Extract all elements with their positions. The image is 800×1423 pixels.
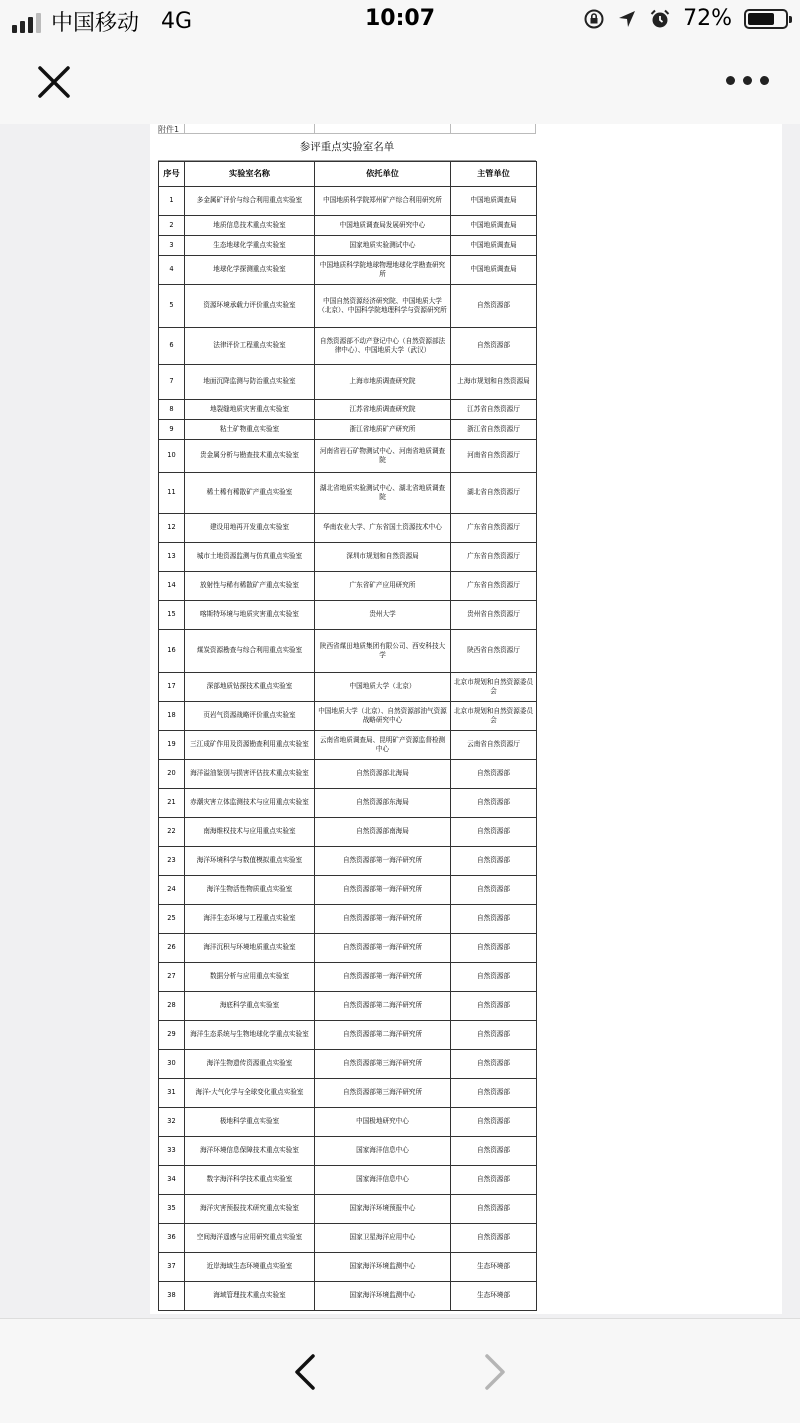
row-index: 30 <box>159 1050 185 1079</box>
row-index: 32 <box>159 1108 185 1137</box>
row-index: 25 <box>159 905 185 934</box>
supervising-unit: 自然资源部 <box>451 847 537 876</box>
row-index: 36 <box>159 1224 185 1253</box>
supervising-unit: 北京市规划和自然资源委员会 <box>451 673 537 702</box>
supervising-unit: 自然资源部 <box>451 934 537 963</box>
table-row <box>159 992 537 1021</box>
host-unit: 陕西省煤田地质集团有限公司、西安科技大学 <box>315 630 451 673</box>
host-unit: 国家海洋环境监测中心 <box>315 1253 451 1282</box>
host-unit: 上海市地质调查研究院 <box>315 365 451 400</box>
supervising-unit: 自然资源部 <box>451 1021 537 1050</box>
supervising-unit: 上海市规划和自然资源局 <box>451 365 537 400</box>
host-unit: 中国地质大学（北京） <box>315 673 451 702</box>
supervising-unit: 河南省自然资源厅 <box>451 440 537 473</box>
supervising-unit: 自然资源部 <box>451 328 537 365</box>
row-index: 3 <box>159 236 185 256</box>
document-content <box>158 124 536 1311</box>
lab-name: 喀斯特环境与地质灾害重点实验室 <box>185 601 315 630</box>
lab-name: 贵金属分析与勘查技术重点实验室 <box>185 440 315 473</box>
table-row <box>159 572 537 601</box>
supervising-unit: 中国地质调查局 <box>451 216 537 236</box>
host-unit: 中国地质调查局发展研究中心 <box>315 216 451 236</box>
supervising-unit: 自然资源部 <box>451 1050 537 1079</box>
host-unit: 自然资源部东海局 <box>315 789 451 818</box>
lab-name: 数字海洋科学技术重点实验室 <box>185 1166 315 1195</box>
supervising-unit: 北京市规划和自然资源委员会 <box>451 702 537 731</box>
back-button[interactable] <box>292 1353 318 1391</box>
host-unit: 国家海洋环境预报中心 <box>315 1195 451 1224</box>
supervising-unit: 湖北省自然资源厅 <box>451 473 537 514</box>
more-icon <box>726 76 735 85</box>
supervising-unit: 广东省自然资源厅 <box>451 543 537 572</box>
supervising-unit: 中国地质调查局 <box>451 187 537 216</box>
host-unit: 贵州大学 <box>315 601 451 630</box>
host-unit: 中国地质科学院郑州矿产综合利用研究所 <box>315 187 451 216</box>
table-row <box>159 1079 537 1108</box>
table-row <box>159 256 537 285</box>
row-index: 1 <box>159 187 185 216</box>
supervising-unit: 自然资源部 <box>451 963 537 992</box>
column-header: 主管单位 <box>451 162 537 187</box>
table-row <box>159 731 537 760</box>
host-unit: 广东省矿产应用研究所 <box>315 572 451 601</box>
row-index: 18 <box>159 702 185 731</box>
table-row <box>159 818 537 847</box>
supervising-unit: 自然资源部 <box>451 1137 537 1166</box>
supervising-unit: 中国地质调查局 <box>451 236 537 256</box>
supervising-unit: 自然资源部 <box>451 760 537 789</box>
lab-name: 法律评价工程重点实验室 <box>185 328 315 365</box>
lab-name: 海洋溢油鉴别与损害评估技术重点实验室 <box>185 760 315 789</box>
host-unit: 国家卫星海洋应用中心 <box>315 1224 451 1253</box>
row-index: 16 <box>159 630 185 673</box>
table-row <box>159 1050 537 1079</box>
lab-name: 建设用地再开发重点实验室 <box>185 514 315 543</box>
more-button[interactable] <box>726 70 770 90</box>
host-unit: 中国地质科学院地球物理地球化学勘查研究所 <box>315 256 451 285</box>
table-row <box>159 236 537 256</box>
row-index: 17 <box>159 673 185 702</box>
host-unit: 自然资源部南海局 <box>315 818 451 847</box>
row-index: 33 <box>159 1137 185 1166</box>
close-button[interactable] <box>34 62 74 102</box>
supervising-unit: 自然资源部 <box>451 1108 537 1137</box>
host-unit: 自然资源部第一海洋研究所 <box>315 847 451 876</box>
host-unit: 自然资源部第一海洋研究所 <box>315 876 451 905</box>
host-unit: 自然资源部不动产登记中心（自然资源部法律中心）、中国地质大学（武汉） <box>315 328 451 365</box>
row-index: 5 <box>159 285 185 328</box>
supervising-unit: 自然资源部 <box>451 285 537 328</box>
supervising-unit: 广东省自然资源厅 <box>451 572 537 601</box>
lab-name: 海洋-大气化学与全球变化重点实验室 <box>185 1079 315 1108</box>
row-index: 2 <box>159 216 185 236</box>
row-index: 4 <box>159 256 185 285</box>
network-type: 4G <box>161 9 193 34</box>
table-row <box>159 760 537 789</box>
supervising-unit: 自然资源部 <box>451 992 537 1021</box>
row-index: 28 <box>159 992 185 1021</box>
row-index: 6 <box>159 328 185 365</box>
row-index: 37 <box>159 1253 185 1282</box>
table-row <box>159 1195 537 1224</box>
row-index: 8 <box>159 400 185 420</box>
lab-name: 三江成矿作用及资源勘查利用重点实验室 <box>185 731 315 760</box>
supervising-unit: 中国地质调查局 <box>451 256 537 285</box>
host-unit: 自然资源部第一海洋研究所 <box>315 905 451 934</box>
supervising-unit: 自然资源部 <box>451 1195 537 1224</box>
forward-button[interactable] <box>482 1353 508 1391</box>
host-unit: 自然资源部北海局 <box>315 760 451 789</box>
table-row <box>159 876 537 905</box>
supervising-unit: 生态环境部 <box>451 1282 537 1311</box>
battery-icon <box>744 9 788 29</box>
table-row <box>159 1282 537 1311</box>
row-index: 31 <box>159 1079 185 1108</box>
column-header: 依托单位 <box>315 162 451 187</box>
host-unit: 中国自然资源经济研究院、中国地质大学（北京）、中国科学院地理科学与资源研究所 <box>315 285 451 328</box>
host-unit: 中国地质大学（北京）、自然资源部油气资源战略研究中心 <box>315 702 451 731</box>
table-row <box>159 601 537 630</box>
supervising-unit: 江苏省自然资源厅 <box>451 400 537 420</box>
lab-name: 极地科学重点实验室 <box>185 1108 315 1137</box>
table-row <box>159 673 537 702</box>
table-row <box>159 934 537 963</box>
lab-name: 数据分析与应用重点实验室 <box>185 963 315 992</box>
row-index: 34 <box>159 1166 185 1195</box>
lab-name: 煤炭资源勘查与综合利用重点实验室 <box>185 630 315 673</box>
supervising-unit: 自然资源部 <box>451 818 537 847</box>
table-row <box>159 400 537 420</box>
host-unit: 自然资源部第二海洋研究所 <box>315 1021 451 1050</box>
host-unit: 湖北省地质实验测试中心、湖北省地质调查院 <box>315 473 451 514</box>
host-unit: 深圳市规划和自然资源局 <box>315 543 451 572</box>
table-row <box>159 1253 537 1282</box>
bottom-toolbar <box>0 1318 800 1423</box>
lab-name: 南海维权技术与应用重点实验室 <box>185 818 315 847</box>
table-row <box>159 365 537 400</box>
host-unit: 自然资源部第一海洋研究所 <box>315 963 451 992</box>
table-row <box>159 630 537 673</box>
table-row <box>159 1021 537 1050</box>
host-unit: 云南省地质调查局、昆明矿产资源监督检测中心 <box>315 731 451 760</box>
lab-name: 空间海洋遥感与应用研究重点实验室 <box>185 1224 315 1253</box>
lab-list-table <box>158 161 537 1311</box>
supervising-unit: 生态环境部 <box>451 1253 537 1282</box>
battery-percent: 72% <box>683 6 732 31</box>
lab-name: 地质信息技术重点实验室 <box>185 216 315 236</box>
supervising-unit: 贵州省自然资源厅 <box>451 601 537 630</box>
close-icon <box>34 62 74 102</box>
table-row <box>159 187 537 216</box>
lab-name: 城市土地资源监测与仿真重点实验室 <box>185 543 315 572</box>
table-header-row <box>159 162 537 187</box>
supervising-unit: 浙江省自然资源厅 <box>451 420 537 440</box>
lab-name: 海洋灾害预报技术研究重点实验室 <box>185 1195 315 1224</box>
supervising-unit: 自然资源部 <box>451 789 537 818</box>
table-row <box>159 514 537 543</box>
row-index: 13 <box>159 543 185 572</box>
row-index: 7 <box>159 365 185 400</box>
rotation-lock-icon <box>583 8 605 30</box>
carrier-name: 中国移动 <box>51 11 140 36</box>
row-index: 27 <box>159 963 185 992</box>
host-unit: 自然资源部第三海洋研究所 <box>315 1050 451 1079</box>
supervising-unit: 自然资源部 <box>451 1224 537 1253</box>
row-index: 11 <box>159 473 185 514</box>
location-icon <box>617 9 637 29</box>
host-unit: 华南农业大学、广东省国土资源技术中心 <box>315 514 451 543</box>
chevron-left-icon <box>292 1353 318 1391</box>
alarm-icon <box>649 8 671 30</box>
row-index: 14 <box>159 572 185 601</box>
lab-name: 海洋环境信息保障技术重点实验室 <box>185 1137 315 1166</box>
row-index: 19 <box>159 731 185 760</box>
table-row <box>159 905 537 934</box>
lab-name: 深部地质钻探技术重点实验室 <box>185 673 315 702</box>
table-row <box>159 847 537 876</box>
status-bar <box>0 0 800 40</box>
lab-name: 海域管理技术重点实验室 <box>185 1282 315 1311</box>
table-row <box>159 1137 537 1166</box>
lab-name: 海洋生物遗传资源重点实验室 <box>185 1050 315 1079</box>
lab-name: 海洋生态系统与生物地球化学重点实验室 <box>185 1021 315 1050</box>
lab-name: 多金属矿评价与综合利用重点实验室 <box>185 187 315 216</box>
row-index: 23 <box>159 847 185 876</box>
table-row <box>159 285 537 328</box>
lab-name: 页岩气资源战略评价重点实验室 <box>185 702 315 731</box>
lab-name: 地面沉降监测与防治重点实验室 <box>185 365 315 400</box>
host-unit: 国家海洋环境监测中心 <box>315 1282 451 1311</box>
host-unit: 自然资源部第一海洋研究所 <box>315 934 451 963</box>
clock: 10:07 <box>364 6 436 31</box>
row-index: 22 <box>159 818 185 847</box>
table-row <box>159 1224 537 1253</box>
table-row <box>159 216 537 236</box>
lab-name: 生态地球化学重点实验室 <box>185 236 315 256</box>
table-row <box>159 473 537 514</box>
table-row <box>159 440 537 473</box>
supervising-unit: 云南省自然资源厅 <box>451 731 537 760</box>
row-index: 26 <box>159 934 185 963</box>
row-index: 10 <box>159 440 185 473</box>
lab-name: 地球化学探测重点实验室 <box>185 256 315 285</box>
row-index: 20 <box>159 760 185 789</box>
host-unit: 国家海洋信息中心 <box>315 1137 451 1166</box>
supervising-unit: 自然资源部 <box>451 905 537 934</box>
lab-name: 海底科学重点实验室 <box>185 992 315 1021</box>
host-unit: 中国极地研究中心 <box>315 1108 451 1137</box>
table-row <box>159 420 537 440</box>
table-row <box>159 1166 537 1195</box>
row-index: 15 <box>159 601 185 630</box>
lab-name: 稀土稀有稀散矿产重点实验室 <box>185 473 315 514</box>
table-row <box>159 963 537 992</box>
row-index: 21 <box>159 789 185 818</box>
table-row <box>159 1108 537 1137</box>
navigation-bar <box>0 40 800 124</box>
supervising-unit: 广东省自然资源厅 <box>451 514 537 543</box>
host-unit: 自然资源部第二海洋研究所 <box>315 992 451 1021</box>
host-unit: 国家地质实验测试中心 <box>315 236 451 256</box>
lab-name: 近岸海域生态环境重点实验室 <box>185 1253 315 1282</box>
row-index: 24 <box>159 876 185 905</box>
column-header: 实验室名称 <box>185 162 315 187</box>
chevron-right-icon <box>482 1353 508 1391</box>
lab-name: 海洋沉积与环境地质重点实验室 <box>185 934 315 963</box>
lab-name: 粘土矿物重点实验室 <box>185 420 315 440</box>
lab-name: 地裂缝地质灾害重点实验室 <box>185 400 315 420</box>
supervising-unit: 自然资源部 <box>451 1079 537 1108</box>
supervising-unit: 自然资源部 <box>451 876 537 905</box>
supervising-unit: 自然资源部 <box>451 1166 537 1195</box>
document-title: 参评重点实验室名单 <box>158 134 536 161</box>
table-row <box>159 328 537 365</box>
table-row <box>159 702 537 731</box>
lab-name: 海洋生态环境与工程重点实验室 <box>185 905 315 934</box>
lab-name: 海洋环境科学与数值模拟重点实验室 <box>185 847 315 876</box>
lab-name: 资源环境承载力评价重点实验室 <box>185 285 315 328</box>
host-unit: 河南省岩石矿物测试中心、河南省地质调查院 <box>315 440 451 473</box>
column-header: 序号 <box>159 162 185 187</box>
table-row <box>159 543 537 572</box>
row-index: 38 <box>159 1282 185 1311</box>
host-unit: 国家海洋信息中心 <box>315 1166 451 1195</box>
host-unit: 自然资源部第三海洋研究所 <box>315 1079 451 1108</box>
supervising-unit: 陕西省自然资源厅 <box>451 630 537 673</box>
host-unit: 浙江省地质矿产研究所 <box>315 420 451 440</box>
host-unit: 江苏省地质调查研究院 <box>315 400 451 420</box>
table-row <box>159 789 537 818</box>
row-index: 9 <box>159 420 185 440</box>
lab-name: 放射性与稀有稀散矿产重点实验室 <box>185 572 315 601</box>
row-index: 29 <box>159 1021 185 1050</box>
lab-name: 赤潮灾害立体监测技术与应用重点实验室 <box>185 789 315 818</box>
lab-name: 海洋生物活性物质重点实验室 <box>185 876 315 905</box>
attachment-label: 附件1 <box>158 124 184 134</box>
row-index: 35 <box>159 1195 185 1224</box>
row-index: 12 <box>159 514 185 543</box>
